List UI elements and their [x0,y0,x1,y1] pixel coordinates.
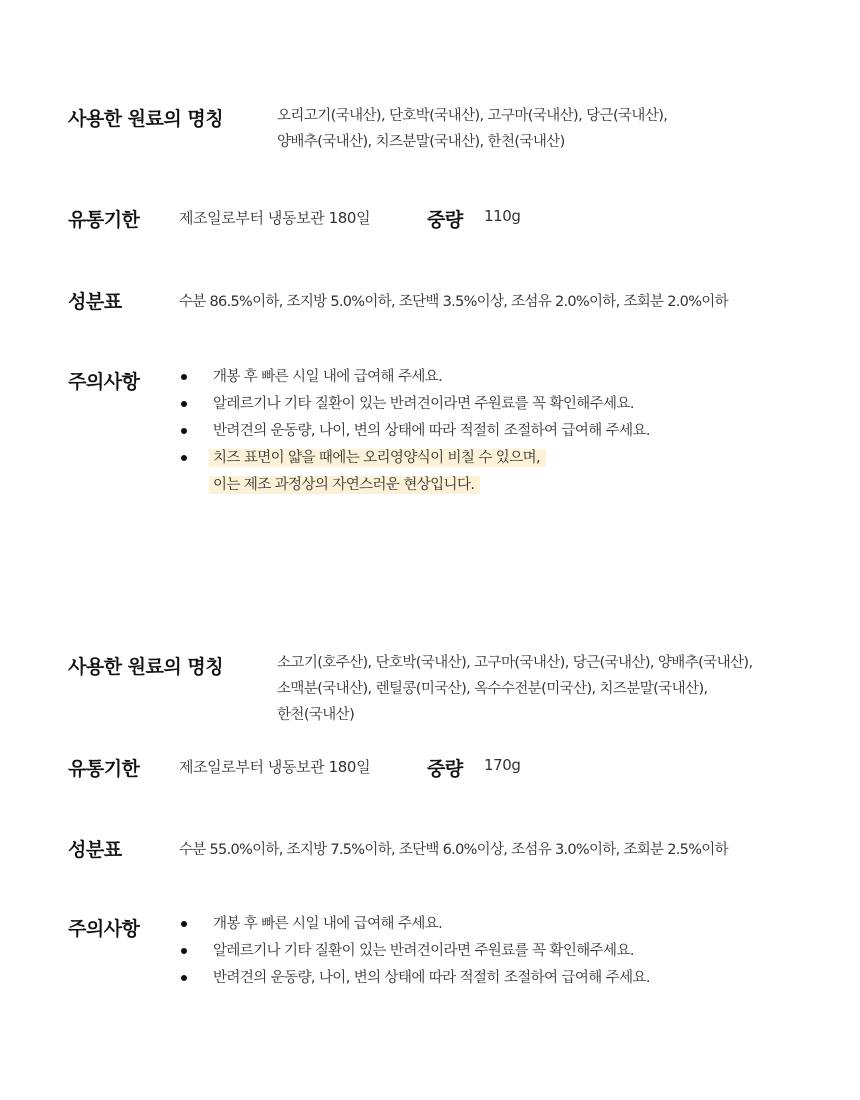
caution-list [180,364,650,499]
caution-item [180,418,650,445]
caution-text: 개봉 후 빠른 시일 내에 급여해 주세요. [213,369,443,385]
ingredients-label: 사용한 원료의 명칭 [68,108,224,130]
bullet-icon [181,374,187,380]
bullet-icon [181,948,187,954]
caution-text: 알레르기나 기타 질환이 있는 반려견이라면 주원료를 꼭 확인해주세요. [213,943,634,959]
ingredients-line: 한천(국내산) [277,707,355,723]
caution-item [180,911,650,938]
weight-value: 110g [484,207,521,225]
caution-item [180,364,650,391]
highlighted-line [213,472,650,499]
caution-item [180,938,650,965]
shelf-life-value: 제조일로부터 냉동보관 180일 [179,209,371,227]
ingredients-line: 양배추(국내산), 치즈분말(국내산), 한천(국내산) [277,134,565,150]
ingredients-line: 소고기(호주산), 단호박(국내산), 고구마(국내산), 당근(국내산), 양배추(국내산), [277,655,753,671]
weight-label: 중량 [427,209,463,231]
ingredients-value [277,103,667,155]
caution-text: 반려견의 운동량, 나이, 변의 상태에 따라 적절히 조절하여 급여해 주세요. [213,970,650,986]
weight-label: 중량 [427,758,463,780]
ingredients-line: 소맥분(국내산), 렌틸콩(미국산), 옥수수전분(미국산), 치즈분말(국내산), [277,681,708,697]
caution-item-highlighted [180,445,650,499]
highlighted-line [213,445,650,472]
caution-text: 알레르기나 기타 질환이 있는 반려견이라면 주원료를 꼭 확인해주세요. [213,396,634,412]
composition-label: 성분표 [68,291,122,313]
ingredients-value [277,650,752,728]
ingredients-label: 사용한 원료의 명칭 [68,656,224,678]
shelf-life-label: 유통기한 [68,758,140,780]
highlighted-text: 치즈 표면이 얇을 때에는 오리영양식이 비칠 수 있으며, [209,449,546,467]
caution-item [180,965,650,992]
composition-value: 수분 86.5%이하, 조지방 5.0%이하, 조단백 3.5%이상, 조섬유 2.0%이하, 조회분 2.0%이하 [179,294,728,310]
composition-value: 수분 55.0%이하, 조지방 7.5%이하, 조단백 6.0%이상, 조섬유 3.0%이하, 조회분 2.5%이하 [179,842,728,858]
bullet-icon [181,921,187,927]
caution-label: 주의사항 [68,918,140,940]
ingredients-line: 오리고기(국내산), 단호박(국내산), 고구마(국내산), 당근(국내산), [277,108,668,124]
shelf-life-value: 제조일로부터 냉동보관 180일 [179,758,371,776]
caution-label: 주의사항 [68,371,140,393]
caution-item [180,391,650,418]
shelf-life-label: 유통기한 [68,209,140,231]
caution-text: 반려견의 운동량, 나이, 변의 상태에 따라 적절히 조절하여 급여해 주세요. [213,423,650,439]
weight-value: 170g [484,756,521,774]
caution-list [180,911,650,992]
bullet-icon [181,975,187,981]
highlighted-text: 이는 제조 과정상의 자연스러운 현상입니다. [209,476,480,494]
caution-text: 개봉 후 빠른 시일 내에 급여해 주세요. [213,916,443,932]
bullet-icon [181,455,187,461]
bullet-icon [181,401,187,407]
bullet-icon [181,428,187,434]
composition-label: 성분표 [68,839,122,861]
